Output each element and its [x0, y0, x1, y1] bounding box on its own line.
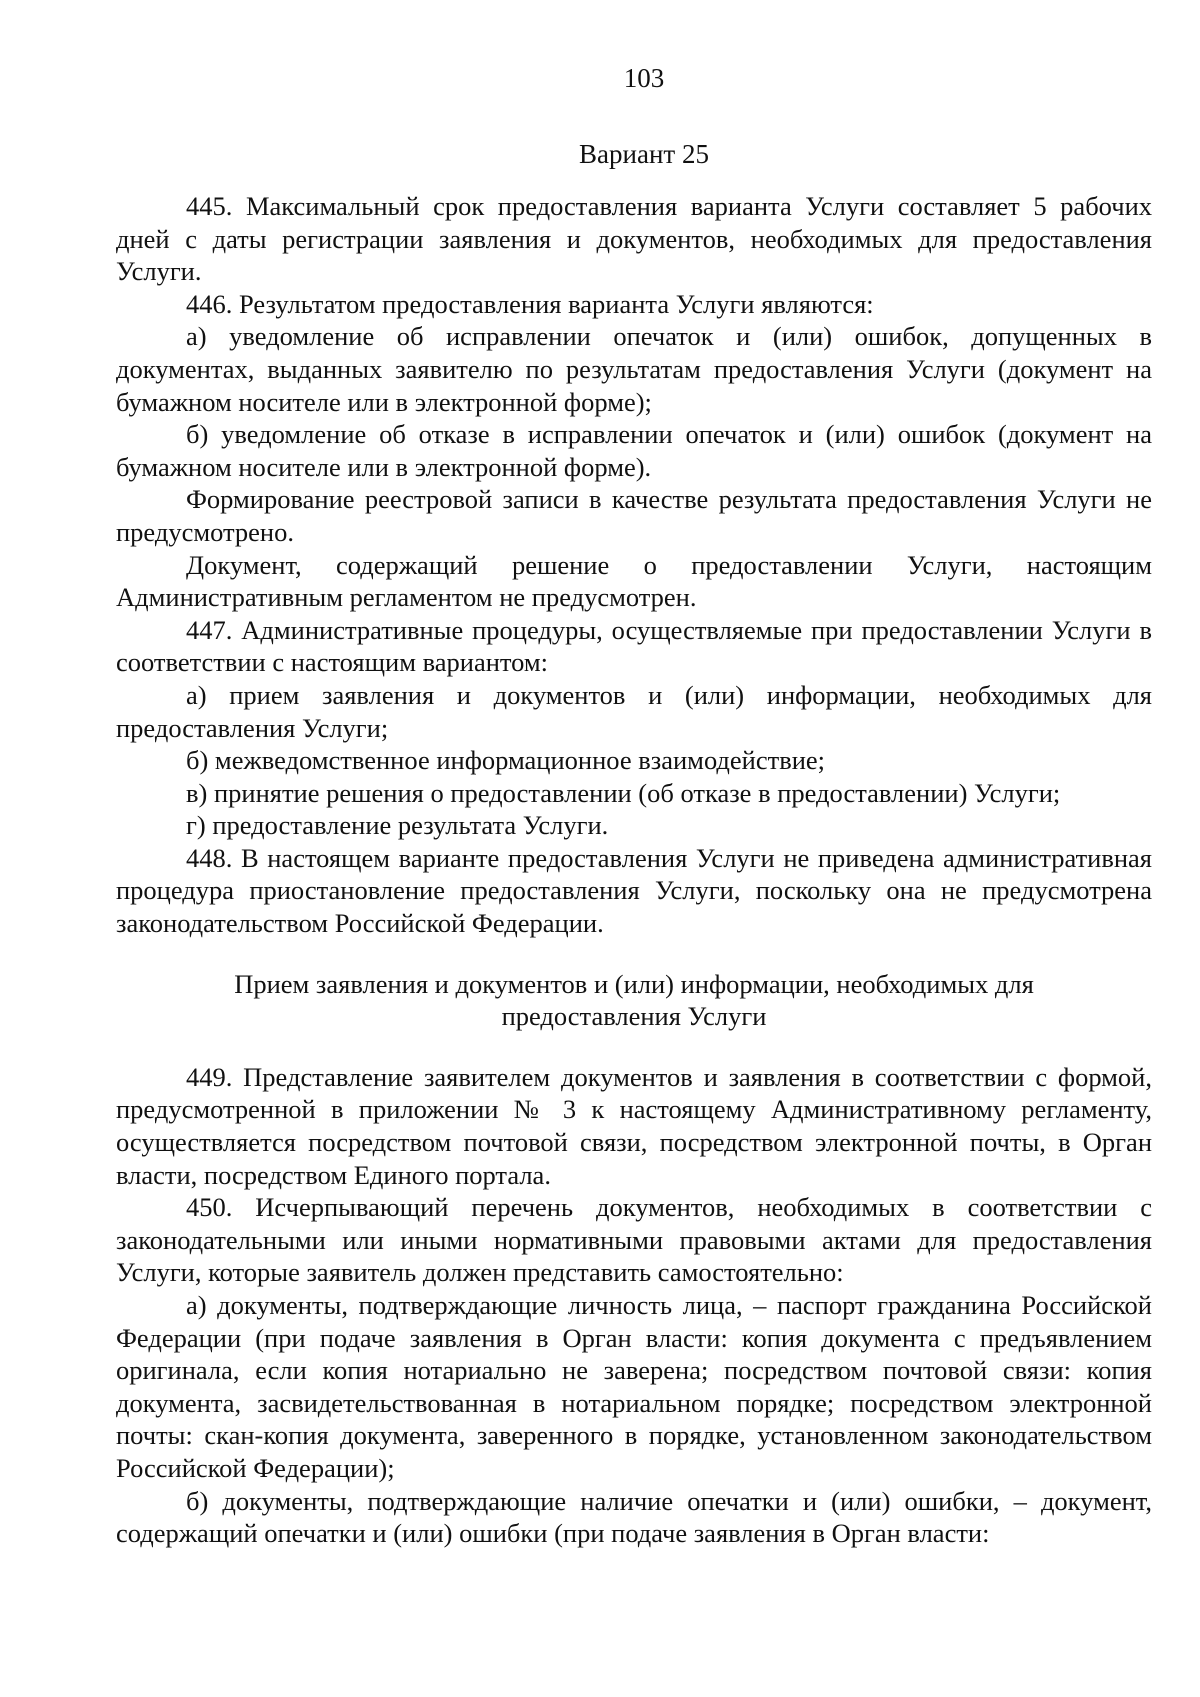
section-title: Прием заявления и документов и (или) информации, необходимых для предоставления Услуги — [234, 968, 1034, 1032]
document-page — [116, 62, 1152, 1550]
paragraph-447-v: в) принятие решения о предоставлении (об отказе в предоставлении) Услуги; — [186, 777, 1061, 808]
paragraph-446-a: а) уведомление об исправлении опечаток и (или) ошибок, допущенных в документах, выданных заявителю по результатам предоставления Услуги (документ на бумажном носителе или в электронной форме); — [116, 321, 1152, 417]
paragraph-449: 449. Представление заявителем документов и заявления в соответствии с формой, предусмотренной в приложении № 3 к настоящему Административному регламенту, осуществляется посредством почтовой связи, посредством электронной почты, в Орган власти, посредством Единого портала. — [116, 1061, 1152, 1190]
paragraph-decision-note: Документ, содержащий решение о предоставлении Услуги, настоящим Административным регламентом не предусмотрен. — [116, 549, 1152, 613]
paragraph-450-b: б) документы, подтверждающие наличие опечатки и (или) ошибки, – документ, содержащий опечатки и (или) ошибки (при подаче заявления в Орган власти: — [116, 1485, 1152, 1549]
paragraph-447-g: г) предоставление результата Услуги. — [186, 810, 609, 841]
paragraph-447-b: б) межведомственное информационное взаимодействие; — [186, 745, 826, 776]
paragraph-447: 447. Административные процедуры, осуществляемые при предоставлении Услуги в соответствии с настоящим вариантом: — [116, 614, 1152, 678]
paragraph-registry-note: Формирование реестровой записи в качестве результата предоставления Услуги не предусмотрено. — [116, 484, 1152, 547]
block-2 — [116, 1061, 1152, 1550]
paragraph-450: 450. Исчерпывающий перечень документов, необходимых в соответствии с законодательными или иными нормативными правовыми актами для предоставления Услуги, которые заявитель должен представить самостоятельно: — [116, 1192, 1152, 1288]
paragraph-445: 445. Максимальный срок предоставления варианта Услуги составляет 5 рабочих дней с даты регистрации заявления и документов, необходимых для предоставления Услуги. — [116, 191, 1152, 287]
page-number: 103 — [623, 63, 665, 93]
paragraph-446: 446. Результатом предоставления варианта Услуги являются: — [186, 288, 874, 319]
paragraph-446-b: б) уведомление об отказе в исправлении опечаток и (или) ошибок (документ на бумажном носителе или в электронной форме). — [116, 419, 1152, 482]
variant-title: Вариант 25 — [579, 139, 709, 169]
paragraph-447-a: а) прием заявления и документов и (или) информации, необходимых для предоставления Услуги; — [116, 679, 1152, 743]
paragraph-450-a: а) документы, подтверждающие личность лица, – паспорт гражданина Российской Федерации (при подаче заявления в Орган власти: копия документа с предъявлением оригинала, если копия нотариально не заверена; посредством почтовой связи: копия документа, засвидетельствованная в нотариальном порядке; посредством электронной почты: скан-копия документа, заверенного в порядке, установленном законодательством Российской Федерации); — [116, 1290, 1152, 1483]
paragraph-448: 448. В настоящем варианте предоставления Услуги не приведена административная процедура приостановление предоставления Услуги, поскольку она не предусмотрена законодательством Российской Федерации. — [116, 842, 1152, 939]
block-1 — [116, 190, 1152, 940]
